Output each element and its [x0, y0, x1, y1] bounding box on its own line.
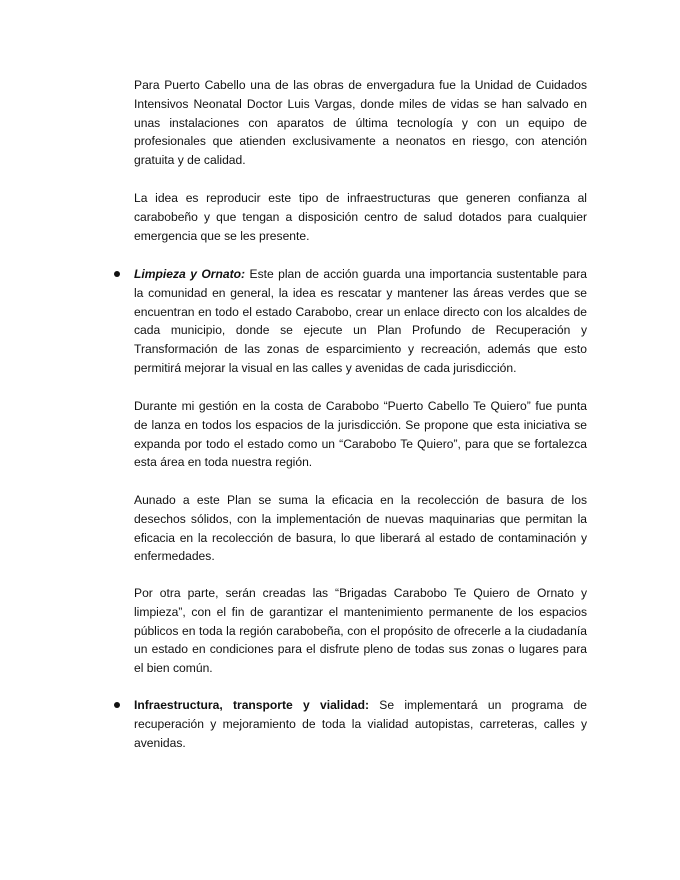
paragraph-neonatal-unit: [134, 76, 587, 170]
paragraph-infrastructure-idea: [134, 189, 587, 245]
paragraph-text: Para Puerto Cabello una de las obras de envergadura fue la Unidad de Cuidados Intensivos Neonatal Doctor Luis Vargas, donde miles de vidas se han salvado en unas instalaciones con aparatos de última tecnología y con un equipo de profesionales que atienden exclusivamente a neonatos en riesgo, con atención gratuita y de calidad.: [134, 78, 587, 168]
paragraph-puerto-cabello-te-quiero: [134, 397, 587, 472]
bullet-heading: Infraestructura, transporte y vialidad:: [134, 698, 370, 712]
paragraph-brigadas: [134, 584, 587, 678]
paragraph-text: Durante mi gestión en la costa de Carabobo “Puerto Cabello Te Quiero” fue punta de lanza en todos los espacios de la jurisdicción. Se propone que esta iniciativa se expanda por todo el estado como un “Carabobo Te Quiero”, para que se fortalezca esta área en toda nuestra región.: [134, 399, 587, 470]
paragraph-text: Por otra parte, serán creadas las “Brigadas Carabobo Te Quiero de Ornato y limpieza”, con el fin de garantizar el mantenimiento permanente de los espacios públicos en toda la región carabobeña, con el propósito de ofrecerle a la ciudadanía un estado en condiciones para el disfrute pleno de todas sus zonas o lugares para el bien común.: [134, 586, 587, 676]
bullet-icon: [114, 271, 120, 277]
bullet-infraestructura: [134, 696, 587, 752]
bullet-text: Se implementará un programa de recuperación y mejoramiento de toda la vialidad autopistas, carreteras, calles y avenidas.: [134, 698, 587, 750]
bullet-text: Este plan de acción guarda una importancia sustentable para la comunidad en general, la idea es rescatar y mantener las áreas verdes que se encuentran en todo el estado Carabobo, crear un enlace directo con los alcaldes de cada municipio, donde se ejecute un Plan Profundo de Recuperación y Transformación de las zonas de esparcimiento y recreación, además que esto permitirá mejorar la visual en las calles y avenidas de cada jurisdicción.: [134, 267, 587, 375]
paragraph-text: Aunado a este Plan se suma la eficacia en la recolección de basura de los desechos sólidos, con la implementación de nuevas maquinarias que permitan la eficacia en la recolección de basura, lo que liberará al estado de contaminación y enfermedades.: [134, 493, 587, 564]
bullet-heading: Limpieza y Ornato:: [134, 267, 246, 281]
bullet-icon: [114, 702, 120, 708]
paragraph-text: La idea es reproducir este tipo de infraestructuras que generen confianza al carabobeño y que tengan a disposición centro de salud dotados para cualquier emergencia que se les presente.: [134, 191, 587, 243]
bullet-limpieza-ornato: [134, 265, 587, 378]
paragraph-waste-collection: [134, 491, 587, 566]
